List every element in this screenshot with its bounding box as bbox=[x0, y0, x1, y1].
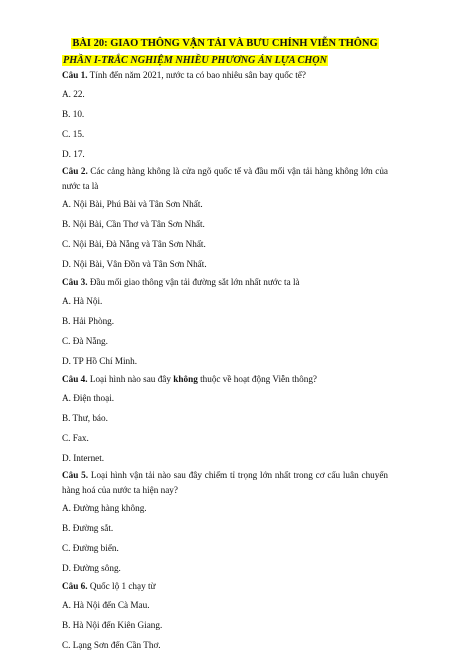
option-6b: B. Hà Nội đến Kiên Giang. bbox=[62, 620, 163, 630]
option-4b: B. Thư, báo. bbox=[62, 413, 108, 423]
question-text-after: thuộc về hoạt động Viễn thông? bbox=[200, 374, 318, 384]
question-label: Câu 3. bbox=[62, 277, 88, 287]
question-text: Quốc lộ 1 chạy từ bbox=[89, 581, 156, 591]
option-4c: C. Fax. bbox=[62, 433, 89, 443]
question-text: Loại hình vận tải nào sau đây chiếm tỉ trọng lớn nhất trong cơ cấu luân chuyển hàng hoá của nước ta hiện nay? bbox=[62, 470, 389, 495]
question-4 bbox=[62, 371, 388, 388]
option-5c: C. Đường biển. bbox=[62, 543, 119, 553]
option-2b: B. Nội Bài, Cần Thơ và Tân Sơn Nhất. bbox=[62, 219, 205, 229]
option-1c: C. 15. bbox=[62, 129, 85, 139]
question-label: Câu 1. bbox=[62, 70, 88, 80]
option-1a: A. 22. bbox=[62, 89, 85, 99]
option-3b: B. Hải Phòng. bbox=[62, 316, 115, 326]
question-list bbox=[62, 67, 388, 655]
question-text-before: Loại hình nào sau đây bbox=[89, 374, 171, 384]
option-5b: B. Đường sắt. bbox=[62, 523, 114, 533]
option-2d: D. Nội Bài, Vân Đồn và Tân Sơn Nhất. bbox=[62, 259, 207, 269]
question-2 bbox=[62, 164, 388, 194]
option-4d: D. Internet. bbox=[62, 453, 105, 463]
option-5a: A. Đường hàng không. bbox=[62, 503, 147, 513]
option-4a: A. Điện thoại. bbox=[62, 393, 115, 403]
option-3d: D. TP Hồ Chí Minh. bbox=[62, 356, 138, 366]
option-2c: C. Nội Bài, Đà Nẵng và Tân Sơn Nhất. bbox=[62, 239, 206, 249]
option-1b: B. 10. bbox=[62, 109, 85, 119]
question-3 bbox=[62, 274, 388, 291]
option-5d: D. Đường sông. bbox=[62, 563, 121, 573]
question-text: Các cảng hàng không là cửa ngõ quốc tế và đầu mối vận tải hàng không lớn của nước ta là bbox=[62, 166, 388, 191]
option-1d: D. 17. bbox=[62, 149, 85, 159]
option-2a: A. Nội Bài, Phú Bài và Tân Sơn Nhất. bbox=[62, 199, 203, 209]
section-heading: PHẦN I-TRẮC NGHIỆM NHIỀU PHƯƠNG ÁN LỰA CHỌN bbox=[63, 55, 327, 66]
question-text-emphasis: không bbox=[173, 374, 198, 384]
option-6a: A. Hà Nội đến Cà Mau. bbox=[62, 600, 150, 610]
question-text: Tính đến năm 2021, nước ta có bao nhiêu sân bay quốc tế? bbox=[89, 70, 306, 80]
lesson-title: BÀI 20: GIAO THÔNG VẬN TẢI VÀ BƯU CHÍNH VIỄN THÔNG bbox=[72, 38, 378, 49]
question-label: Câu 6. bbox=[62, 581, 88, 591]
question-5 bbox=[62, 468, 388, 498]
question-label: Câu 2. bbox=[62, 166, 88, 176]
question-text: Đầu mối giao thông vận tải đường sắt lớn nhất nước ta là bbox=[89, 277, 300, 287]
question-label: Câu 4. bbox=[62, 374, 88, 384]
option-6c: C. Lạng Sơn đến Cần Thơ. bbox=[62, 640, 161, 650]
option-3a: A. Hà Nội. bbox=[62, 296, 103, 306]
question-1 bbox=[62, 67, 388, 84]
question-6 bbox=[62, 578, 388, 595]
option-3c: C. Đà Nẵng. bbox=[62, 336, 108, 346]
question-label: Câu 5. bbox=[62, 470, 89, 480]
